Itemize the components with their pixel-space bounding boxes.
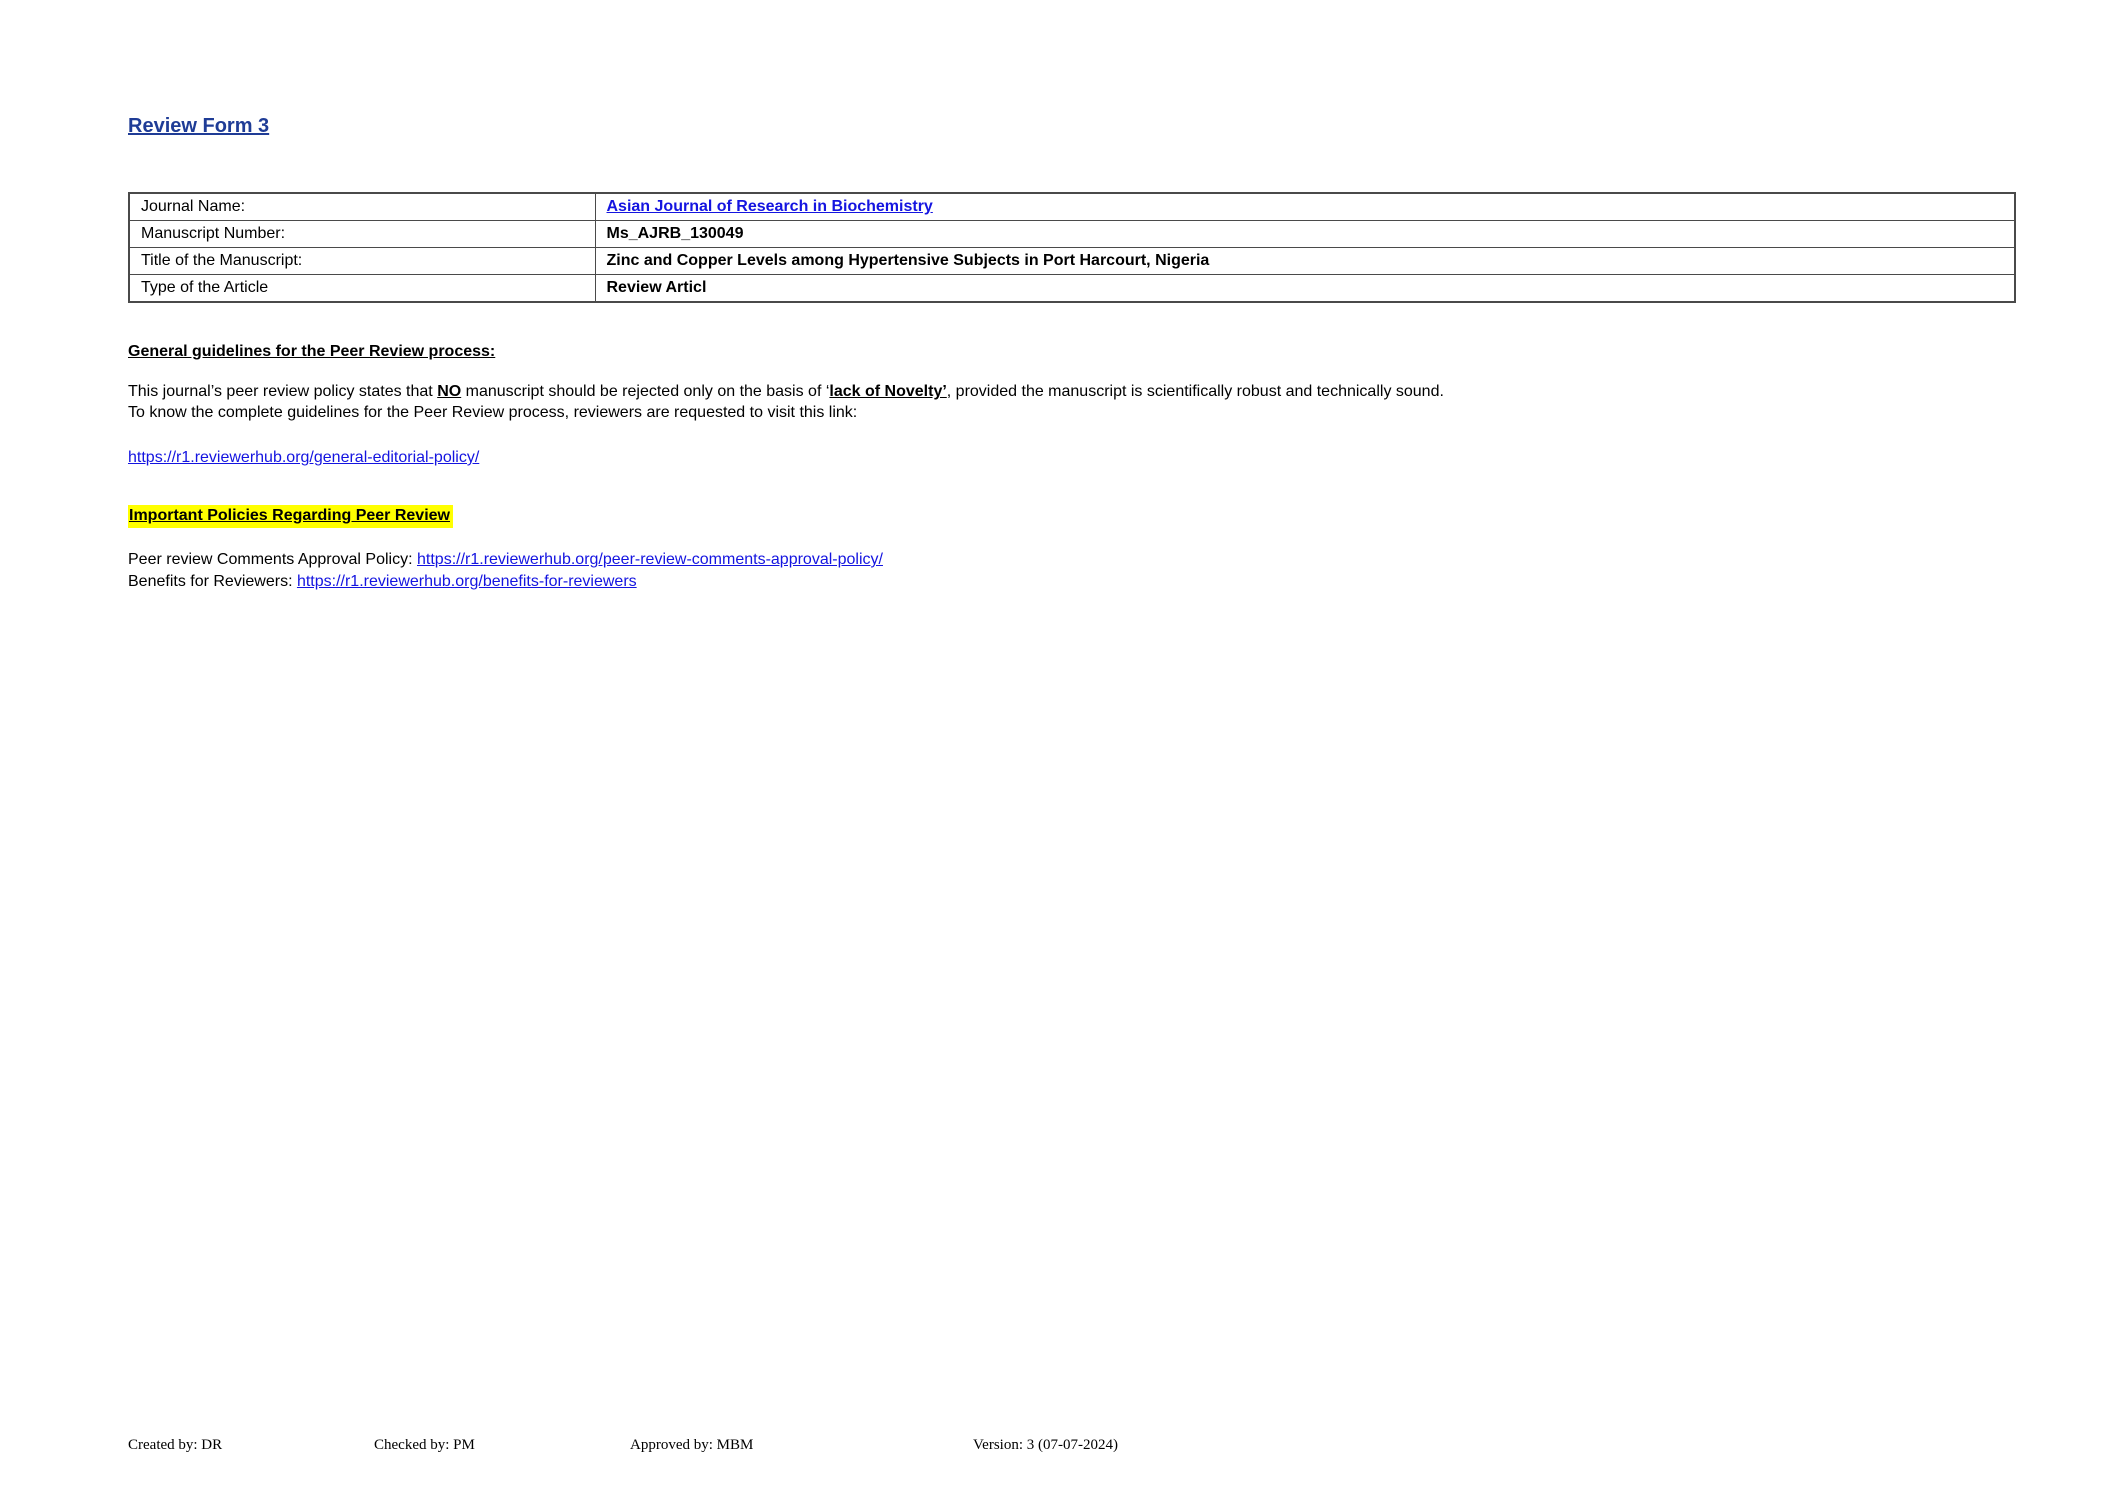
guidelines-text-prefix: This journal’s peer review policy states that bbox=[128, 383, 438, 400]
manuscript-number-label: Manuscript Number: bbox=[129, 221, 595, 248]
document-footer bbox=[0, 1437, 2117, 1459]
guidelines-text-suffix: , provided the manuscript is scientifically robust and technically sound. bbox=[946, 383, 1444, 400]
manuscript-title-value: Zinc and Copper Levels among Hypertensive Subjects in Port Harcourt, Nigeria bbox=[595, 248, 2015, 275]
novelty-emphasis: lack of Novelty’ bbox=[829, 383, 947, 400]
manuscript-title-label: Title of the Manuscript: bbox=[129, 248, 595, 275]
benefits-label: Benefits for Reviewers: bbox=[128, 572, 297, 590]
guidelines-line2: To know the complete guidelines for the Peer Review process, reviewers are requested to visit this link: bbox=[128, 404, 858, 421]
approval-policy-label: Peer review Comments Approval Policy: bbox=[128, 551, 417, 568]
manuscript-info-table bbox=[128, 192, 2016, 303]
footer-approved-by: Approved by: MBM bbox=[630, 1437, 754, 1453]
policies-list bbox=[128, 549, 2017, 592]
journal-name-link[interactable]: Asian Journal of Research in Biochemistry bbox=[606, 198, 933, 215]
approval-policy-link[interactable]: https://r1.reviewerhub.org/peer-review-comments-approval-policy/ bbox=[417, 551, 883, 568]
footer-version: Version: 3 (07-07-2024) bbox=[973, 1437, 1118, 1453]
footer-checked-by: Checked by: PM bbox=[374, 1437, 475, 1453]
no-emphasis: NO bbox=[437, 383, 462, 400]
journal-name-label: Journal Name: bbox=[129, 193, 595, 221]
guidelines-heading: General guidelines for the Peer Review process: bbox=[128, 343, 496, 360]
footer-created-by: Created by: DR bbox=[128, 1437, 223, 1453]
table-row bbox=[129, 193, 2015, 221]
policies-heading: Important Policies Regarding Peer Review bbox=[128, 505, 453, 528]
article-type-label: Type of the Article bbox=[129, 275, 595, 303]
benefits-link[interactable]: https://r1.reviewerhub.org/benefits-for-reviewers bbox=[296, 572, 637, 590]
manuscript-number-value: Ms_AJRB_130049 bbox=[595, 221, 2015, 248]
guidelines-paragraph bbox=[128, 381, 2017, 423]
page-title: Review Form 3 bbox=[128, 115, 270, 137]
general-editorial-policy-link[interactable]: https://r1.reviewerhub.org/general-editorial-policy/ bbox=[128, 449, 480, 466]
article-type-value: Review Articl bbox=[595, 275, 2015, 303]
table-row bbox=[129, 221, 2015, 248]
policies-heading-wrap bbox=[128, 505, 453, 528]
table-row bbox=[129, 248, 2015, 275]
guidelines-text-mid: manuscript should be rejected only on the basis of ‘ bbox=[461, 383, 830, 400]
table-row bbox=[129, 275, 2015, 303]
